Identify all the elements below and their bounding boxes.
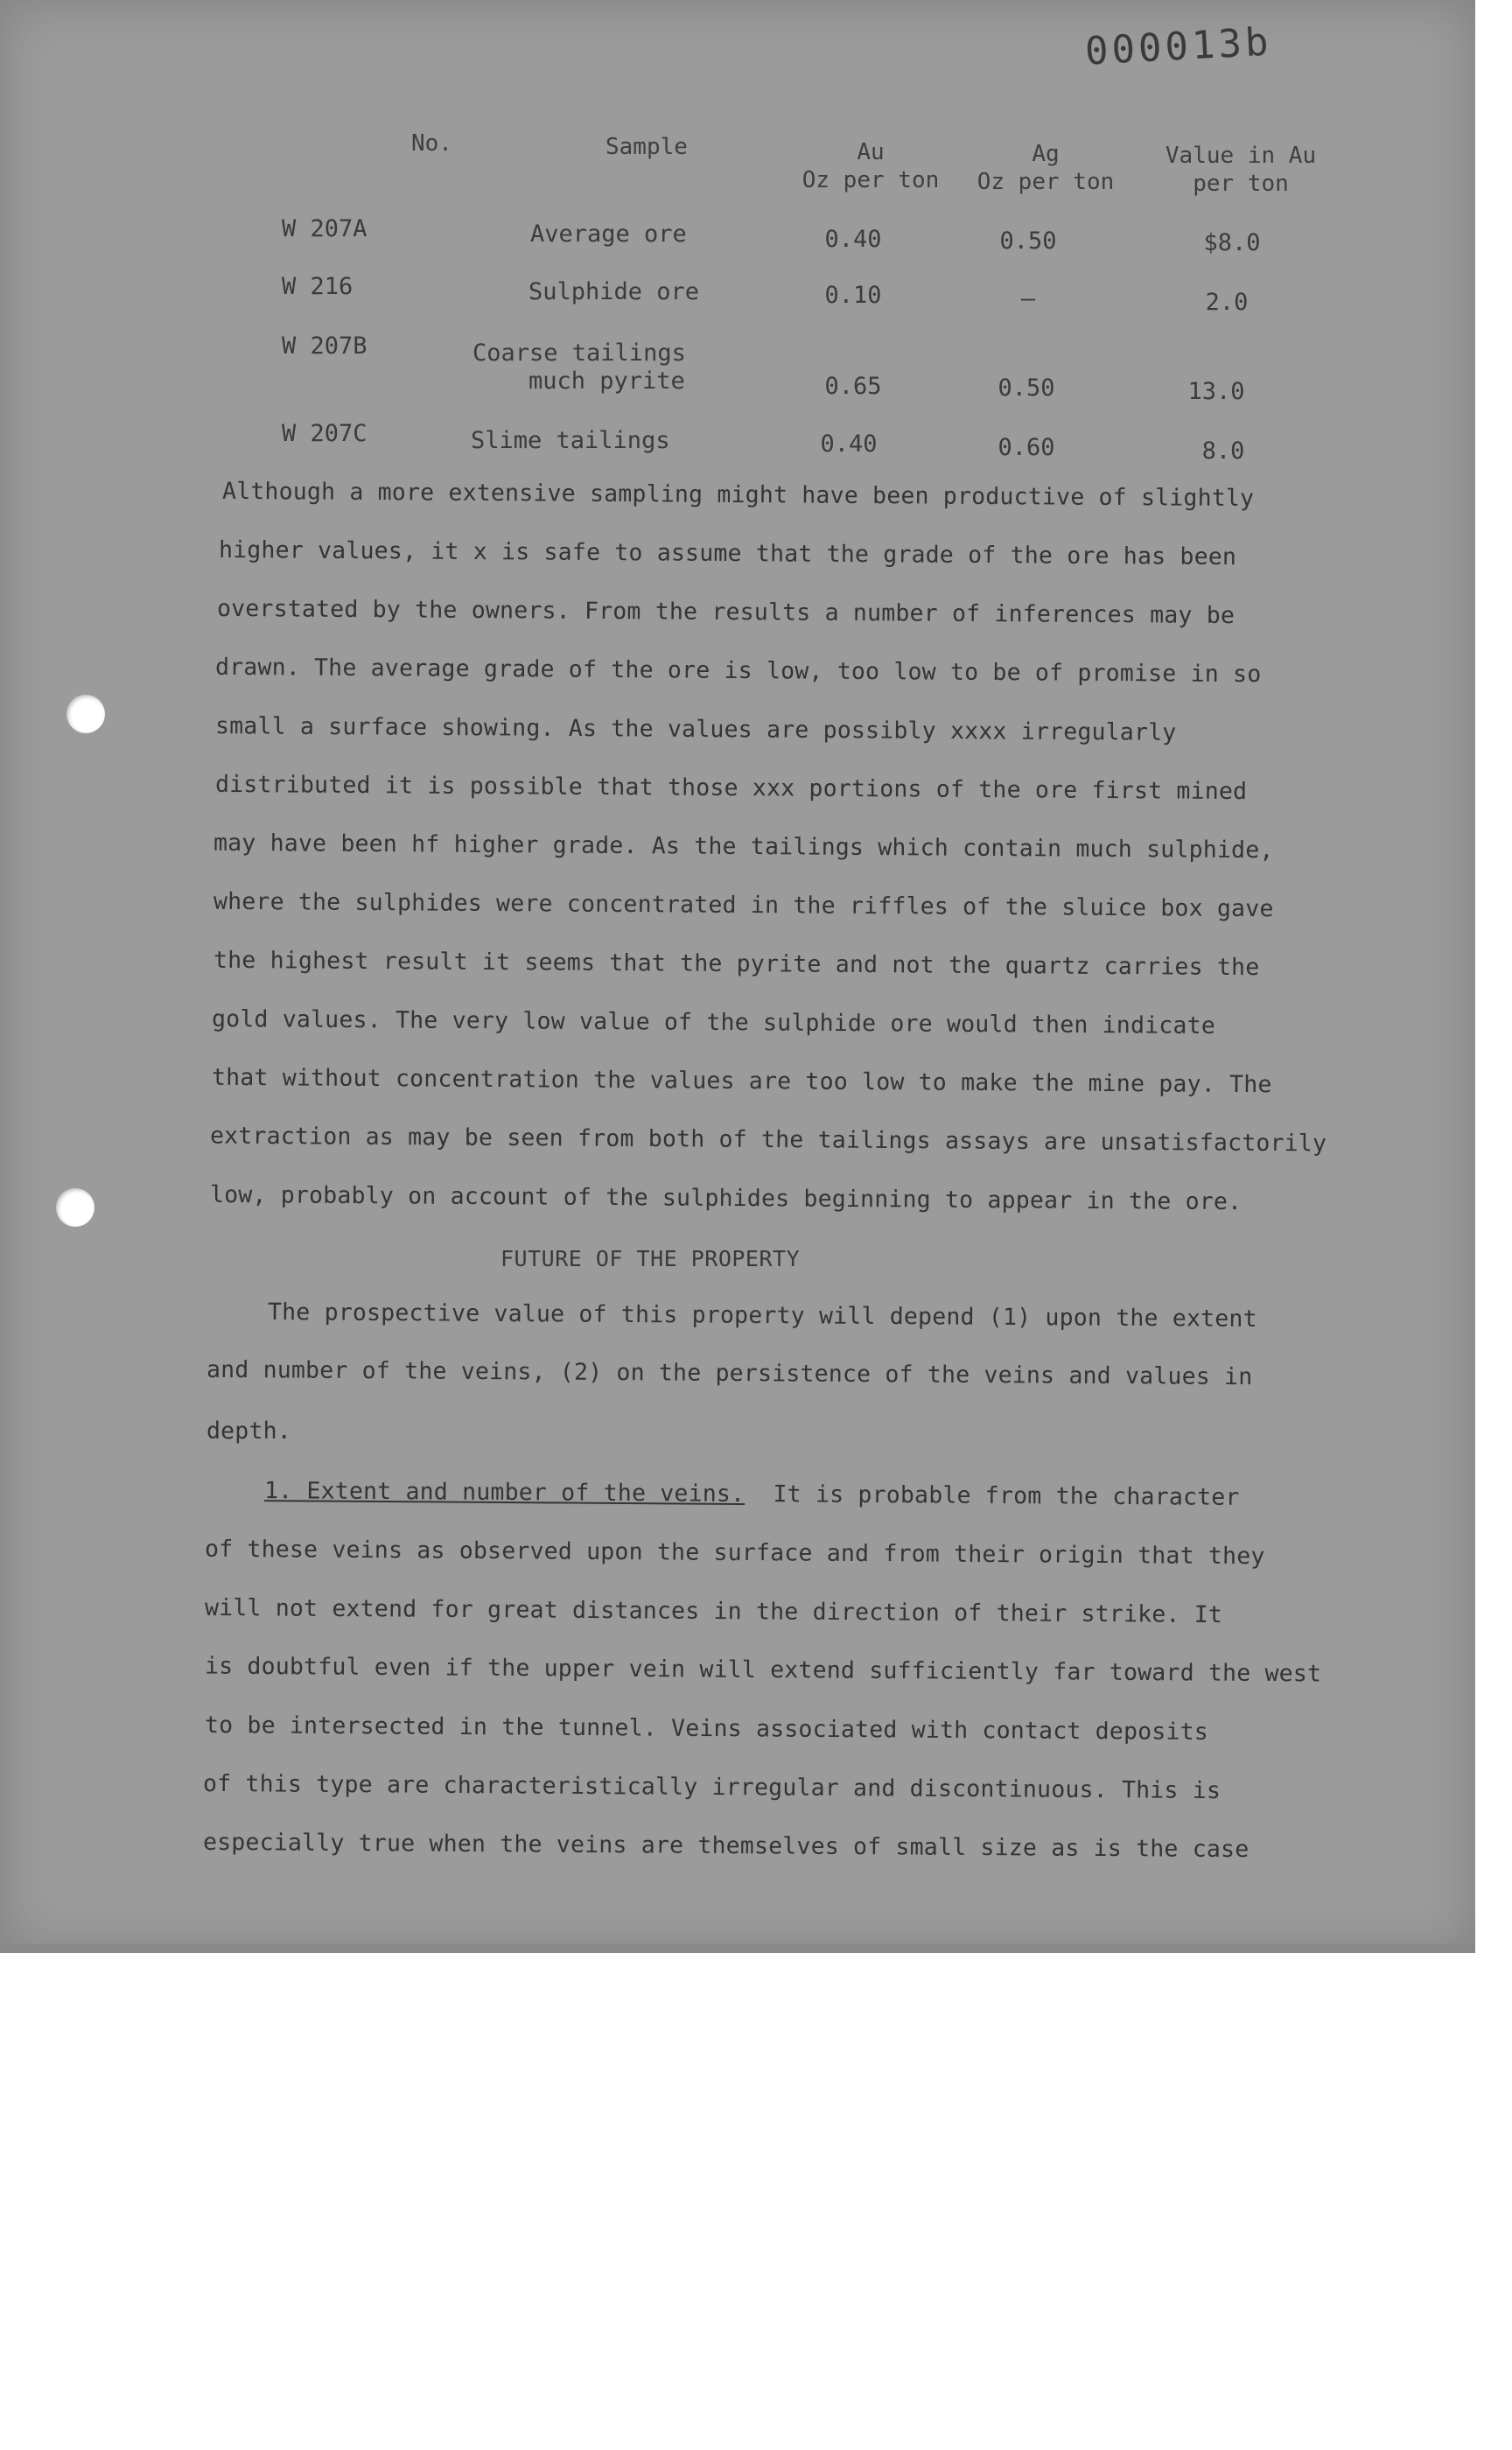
- header-ag: [967, 140, 1124, 196]
- cell-sample: Slime tailings: [471, 427, 670, 454]
- page-number: 000013b: [1083, 19, 1273, 74]
- header-no: No.: [411, 130, 452, 157]
- cell-ag: 0.60: [998, 434, 1055, 461]
- header-value: [1153, 142, 1328, 198]
- text-line: small a surface showing. As the values are possibly xxxx irregularly: [214, 712, 1177, 746]
- text-line: overstated by the owners. From the results a number of inferences may be: [216, 594, 1236, 630]
- text-line: Although a more extensive sampling might have been productive of slightly: [221, 477, 1255, 513]
- cell-sample-line2: much pyrite: [528, 368, 685, 395]
- text-line: extraction as may be seen from both of the tailings assays are unsatisfactorily: [209, 1122, 1327, 1158]
- cell-value: $8.0: [1203, 229, 1261, 256]
- text-line: The prospective value of this property will depend (1) upon the extent: [267, 1298, 1257, 1333]
- header-au-line1: Au: [857, 139, 885, 165]
- cell-au: 0.65: [824, 373, 882, 400]
- cell-value: 2.0: [1205, 289, 1249, 316]
- text-line: gold values. The very low value of the sulphide ore would then indicate: [211, 1004, 1216, 1040]
- header-ag-line2: Oz per ton: [976, 169, 1115, 195]
- cell-value: 13.0: [1187, 378, 1245, 405]
- cell-no: W 207A: [282, 215, 368, 242]
- cell-sample: Coarse tailings: [472, 340, 686, 367]
- text-line: depth.: [206, 1418, 291, 1445]
- cell-ag: 0.50: [998, 374, 1055, 402]
- text-line: where the sulphides were concentrated in the riffles of the sluice box gave: [213, 887, 1274, 923]
- cell-sample: Sulphide ore: [528, 278, 700, 305]
- cell-au: 0.40: [820, 430, 878, 458]
- punch-hole-bottom: [56, 1188, 94, 1227]
- cell-value: 8.0: [1201, 438, 1245, 465]
- header-value-line1: Value in Au: [1165, 143, 1317, 169]
- text-line: especially true when the veins are themselves of small size as is the case: [202, 1828, 1250, 1864]
- cell-no: W 216: [282, 273, 354, 300]
- cell-ag: 0.50: [999, 228, 1057, 255]
- subsection-first-line-text: It is probable from the character: [773, 1480, 1240, 1511]
- text-line: of these veins as observed upon the surface and from their origin that they: [204, 1535, 1265, 1571]
- text-line: and number of the veins, (2) on the persistence of the veins and values in: [206, 1355, 1253, 1391]
- text-line: of this type are characteristically irregular and discontinuous. This is: [202, 1769, 1222, 1805]
- text-line: low, probably on account of the sulphides beginning to appear in the ore.: [209, 1180, 1242, 1216]
- text-line: to be intersected in the tunnel. Veins associated with contact deposits: [204, 1711, 1209, 1746]
- subsection-heading: 1. Extent and number of the veins.: [263, 1477, 746, 1508]
- cell-au: 0.10: [824, 282, 882, 309]
- text-line: distributed it is possible that those xxx portions of the ore first mined: [214, 770, 1248, 806]
- text-line: is doubtful even if the upper vein will extend sufficiently far toward the west: [204, 1652, 1322, 1688]
- cell-sample: Average ore: [530, 220, 687, 248]
- text-line: may have been hf higher grade. As the tailings which contain much sulphide,: [213, 829, 1274, 864]
- cell-ag: —: [1020, 285, 1036, 312]
- text-line: the highest result it seems that the pyrite and not the quartz carries the: [213, 946, 1260, 982]
- punch-hole-top: [66, 695, 105, 733]
- text-line: will not extend for great distances in the direction of their strike. It: [204, 1593, 1223, 1629]
- text-line: higher values, it x is safe to assume that the grade of the ore has been: [218, 536, 1237, 571]
- header-value-line2: per ton: [1193, 171, 1289, 197]
- cell-au: 0.40: [824, 226, 882, 253]
- text-line: drawn. The average grade of the ore is low, too low to be of promise in so: [214, 653, 1262, 689]
- text-line: that without concentration the values are too low to make the mine pay. The: [211, 1063, 1272, 1099]
- header-sample: Sample: [606, 134, 688, 160]
- section-heading: FUTURE OF THE PROPERTY: [500, 1246, 801, 1271]
- header-ag-line1: Ag: [1032, 141, 1060, 167]
- cell-no: W 207C: [282, 420, 368, 447]
- cell-no: W 207B: [282, 332, 368, 360]
- subsection-first-line: [264, 1477, 1240, 1511]
- header-au: [792, 138, 949, 194]
- header-au-line2: Oz per ton: [802, 167, 940, 193]
